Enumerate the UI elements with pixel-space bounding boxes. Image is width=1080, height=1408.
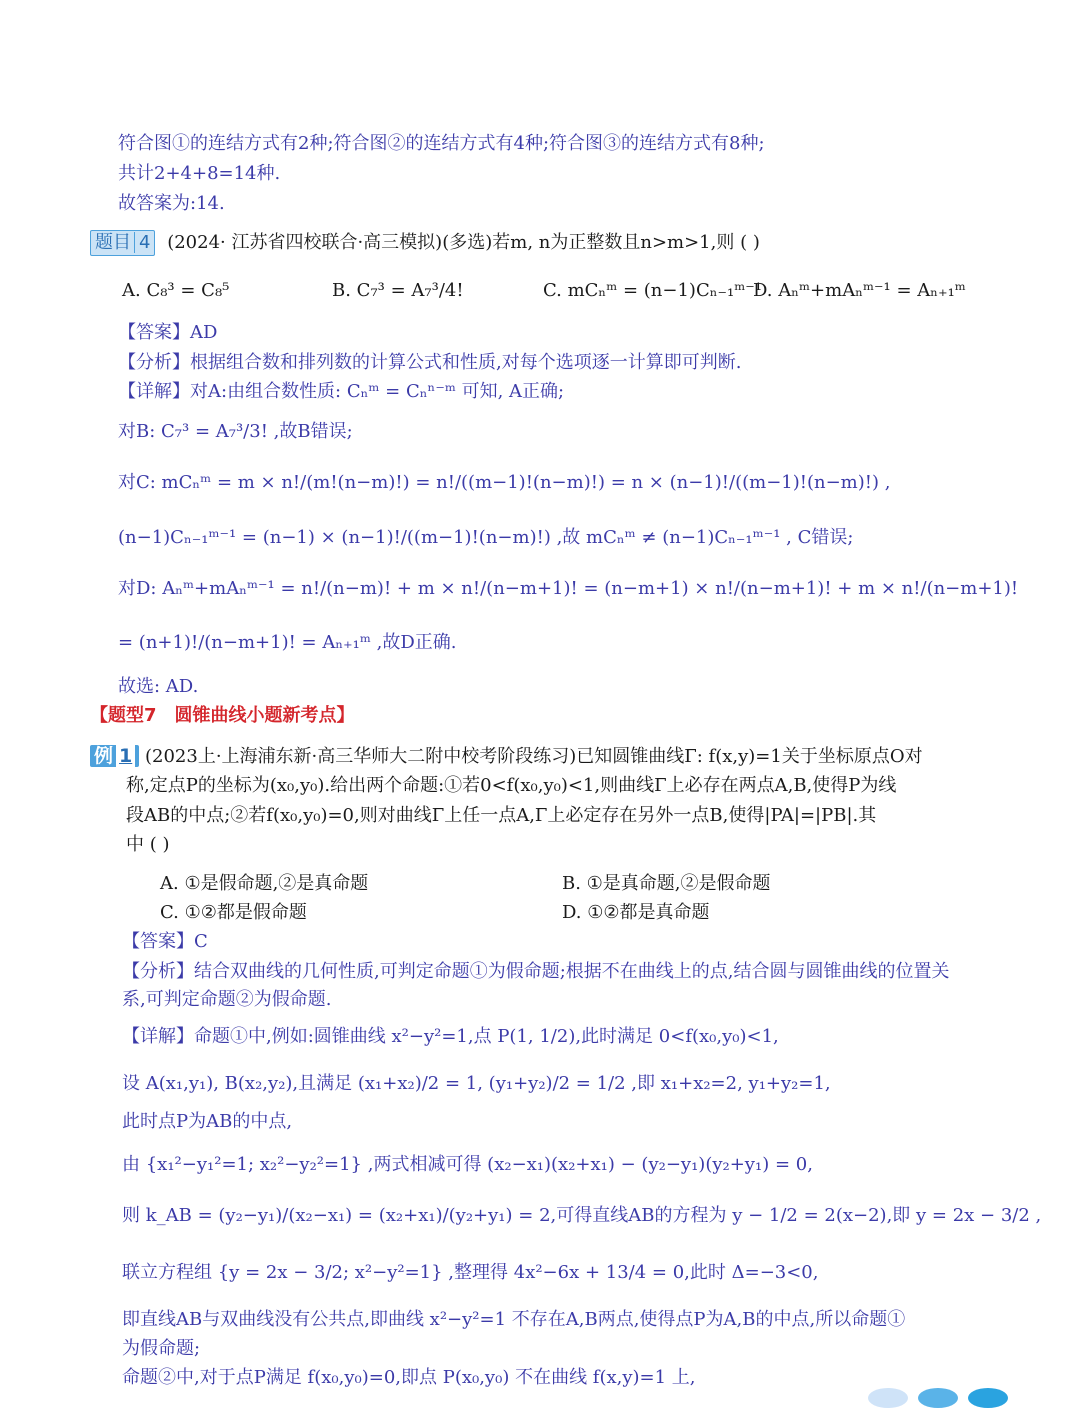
text-line: 命题②中,对于点P满足 f(x₀,y₀)=0,即点 P(x₀,y₀) 不在曲线 f(x,y)=1 上, [122,1367,696,1388]
decorative-circle [968,1388,1008,1408]
example-1-header [90,745,923,768]
example-1-line-0: (2023上·上海浦东新·高三华师大二附中校考阶段练习)已知圆锥曲线Γ: f(x,y)=1关于坐标原点O对 [144,746,923,767]
question-tag: 题目 4 [90,230,155,256]
option-2: C. ①②都是假命题 [160,902,307,923]
example-1-line-2: 段AB的中点;②若f(x₀,y₀)=0,则对曲线Γ上任一点A,Γ上必定存在另外一点B,使得|PA|=|PB|.其 [126,805,877,826]
decorative-circle [918,1388,958,1408]
text-line: 对B: C₇³ = A₇³/3! ,故B错误; [118,421,353,442]
question-4-text: (2024· 江苏省四校联合·高三模拟)(多选)若m, n为正整数且n>m>1,则 ( ) [167,232,760,253]
text-line: 对C: mCₙᵐ = m × n!/(m!(n−m)!) = n!/((m−1)!(n−m)!) = n × (n−1)!/((m−1)!(n−m)!) , [118,472,891,493]
example-1-line-3: 中 ( ) [126,834,170,855]
option-0: A. C₈³ = C₈⁵ [122,280,230,301]
example-1-line-1: 称,定点P的坐标为(x₀,y₀).给出两个命题:①若0<f(x₀,y₀)<1,则曲线Γ上必存在两点A,B,使得P为线 [126,775,897,796]
text-line: 则 k_AB = (y₂−y₁)/(x₂−x₁) = (x₂+x₁)/(y₂+y₁) = 2,可得直线AB的方程为 y − 1/2 = 2(x−2),即 y = 2x − 3/2 , [122,1205,1042,1226]
text-line: 符合图①的连结方式有2种;符合图②的连结方式有4种;符合图③的连结方式有8种; [118,133,765,154]
option-3: D. Aₙᵐ+mAₙᵐ⁻¹ = Aₙ₊₁ᵐ [753,280,966,301]
option-1: B. ①是真命题,②是假命题 [562,873,771,894]
option-2: C. mCₙᵐ = (n−1)Cₙ₋₁ᵐ⁻¹ [543,280,762,301]
text-line: 【详解】命题①中,例如:圆锥曲线 x²−y²=1,点 P(1, 1/2),此时满足 0<f(x₀,y₀)<1, [122,1026,779,1047]
section-title: 【题型7 圆锥曲线小题新考点】 [90,705,355,726]
text-line: 【答案】C [122,931,208,952]
option-3: D. ①②都是真命题 [562,902,710,923]
option-1: B. C₇³ = A₇³/4! [332,280,464,301]
text-line: 即直线AB与双曲线没有公共点,即曲线 x²−y²=1 不存在A,B两点,使得点P为A,B的中点,所以命题① [122,1309,906,1330]
text-line: 设 A(x₁,y₁), B(x₂,y₂),且满足 (x₁+x₂)/2 = 1, (y₁+y₂)/2 = 1/2 ,即 x₁+x₂=2, y₁+y₂=1, [122,1073,831,1094]
text-line: (n−1)Cₙ₋₁ᵐ⁻¹ = (n−1) × (n−1)!/((m−1)!(n−m)!) ,故 mCₙᵐ ≠ (n−1)Cₙ₋₁ᵐ⁻¹ , C错误; [118,527,854,548]
example-tag: 例 1 [90,745,139,767]
text-line: 【分析】结合双曲线的几何性质,可判定命题①为假命题;根据不在曲线上的点,结合圆与圆锥曲线的位置关 [122,961,950,982]
text-line: 对D: Aₙᵐ+mAₙᵐ⁻¹ = n!/(n−m)! + m × n!/(n−m+1)! = (n−m+1) × n!/(n−m+1)! + m × n!/(n−m+1)! [118,578,1019,599]
text-line: 【分析】根据组合数和排列数的计算公式和性质,对每个选项逐一计算即可判断. [118,352,742,373]
text-line: 故选: AD. [118,676,199,697]
question-4-header [90,230,760,256]
text-line: 系,可判定命题②为假命题. [122,989,332,1010]
text-line: 【详解】对A:由组合数性质: Cₙᵐ = Cₙⁿ⁻ᵐ 可知, A正确; [118,381,565,402]
text-line: 【答案】AD [118,322,218,343]
decorative-circle [868,1388,908,1408]
text-line: 为假命题; [122,1338,201,1359]
text-line: 故答案为:14. [118,193,225,214]
option-0: A. ①是假命题,②是真命题 [160,873,369,894]
text-line: 联立方程组 {y = 2x − 3/2; x²−y²=1} ,整理得 4x²−6x + 13/4 = 0,此时 Δ=−3<0, [122,1262,819,1283]
text-line: 共计2+4+8=14种. [118,163,281,184]
text-line: 此时点P为AB的中点, [122,1111,293,1132]
text-line: 由 {x₁²−y₁²=1; x₂²−y₂²=1} ,两式相减可得 (x₂−x₁)(x₂+x₁) − (y₂−y₁)(y₂+y₁) = 0, [122,1154,813,1175]
text-line: = (n+1)!/(n−m+1)! = Aₙ₊₁ᵐ ,故D正确. [118,632,457,653]
